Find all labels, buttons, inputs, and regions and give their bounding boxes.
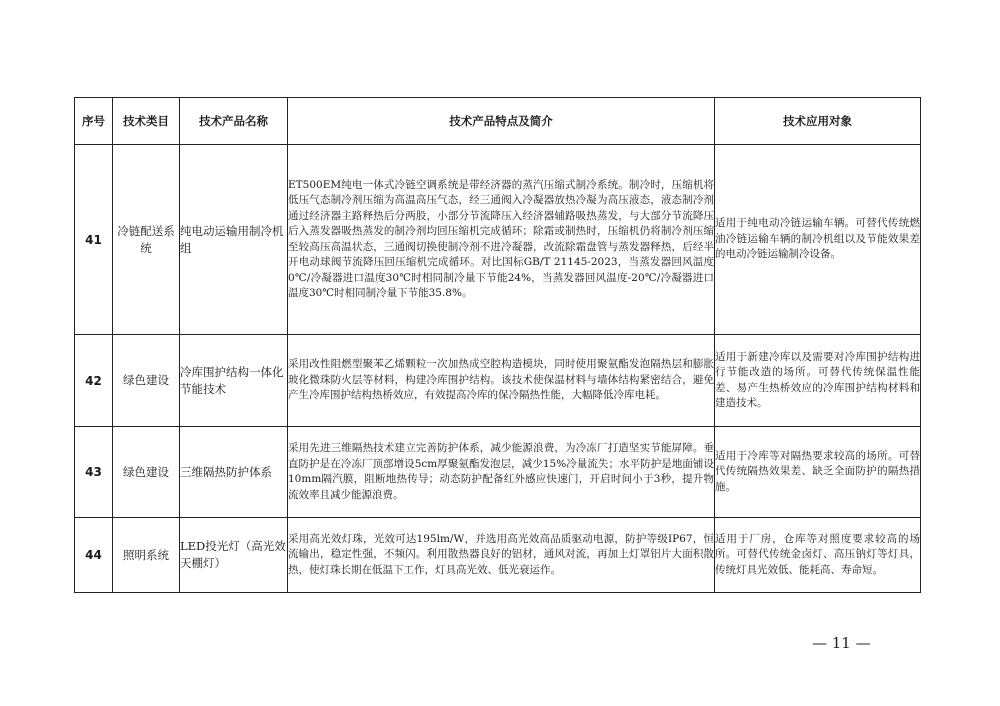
row-seq: 42 [75,335,113,427]
table-row [75,145,921,335]
row-target: 适用于新建冷库以及需要对冷库围护结构进行节能改造的场所。可替代传统保温性能差、易产生热桥效应的冷库围护结构材料和建造技术。 [715,335,921,427]
row-target: 适用于纯电动冷链运输车辆。可替代传统燃油冷链运输车辆的制冷机组以及节能效果差的电动冷链运输制冷设备。 [715,145,921,335]
row-product: 冷库围护结构一体化节能技术 [180,335,288,427]
row-features: 采用改性阻燃型聚苯乙烯颗粒一次加热成空腔构造模块，同时使用聚氨酯发泡隔热层和膨胀玻化微珠防火层等材料，构建冷库围护结构。该技术使保温材料与墙体结构紧密结合，避免产生冷库围护结构热桥效应，有效提高冷库的保冷隔热性能，大幅降低冷库电耗。 [288,335,715,427]
header-target: 技术应用对象 [715,98,921,145]
table-row [75,427,921,518]
row-product: 三维隔热防护体系 [180,427,288,518]
table-row [75,335,921,427]
row-category: 照明系统 [113,518,180,593]
row-features: 采用高光效灯珠，光效可达195lm/W，并选用高光效高品质驱动电源，防护等级IP67，恒流输出，稳定性强，不频闪。利用散热器良好的铝材，通风对流，再加上灯罩铝片大面积散热，使灯珠长期在低温下工作，灯具高光效、低光衰运作。 [288,518,715,593]
technology-table [74,97,921,593]
row-features: ET500EM纯电一体式冷链空调系统是带经济器的蒸汽压缩式制冷系统。制冷时，压缩机将低压气态制冷剂压缩为高温高压气态，经三通阀入冷凝器放热冷凝为高压液态，液态制冷剂通过经济器主路释热后分两股，小部分节流降压入经济器辅路吸热蒸发，与大部分节流降压后入蒸发器吸热蒸发的制冷剂均回压缩机完成循环；除霜或制热时，压缩机仍将制冷剂压缩至较高压高温状态，三通阀切换使制冷剂不进冷凝器，改流除霜盘管与蒸发器释热，后经半开电动球阀节流降压回压缩机完成循环。对比国标GB/T 21145-2023，当蒸发器回风温度0℃/冷凝器进口温度30℃时相同制冷量下节能24%，当蒸发器回风温度-20℃/冷凝器进口温度30℃时相同制冷量下节能35.8%。 [288,145,715,335]
row-seq: 43 [75,427,113,518]
row-target: 适用于厂房，仓库等对照度要求较高的场所。可替代传统金卤灯、高压钠灯等灯具，传统灯具光效低、能耗高、寿命短。 [715,518,921,593]
header-seq: 序号 [75,98,113,145]
table-row [75,518,921,593]
row-features: 采用先进三维隔热技术建立完善防护体系，减少能源浪费，为冷冻厂打造坚实节能屏障。垂直防护是在冷冻厂顶部增设5cm厚聚氨酯发泡层，减少15%冷量流失；水平防护是地面铺设10mm隔汽膜，阻断地热传导；动态防护配备红外感应快速门，开启时间小于3秒，提升物流效率且减少能源浪费。 [288,427,715,518]
row-category: 绿色建设 [113,427,180,518]
header-product: 技术产品名称 [180,98,288,145]
header-features: 技术产品特点及简介 [288,98,715,145]
page-number: — 11 — [812,634,871,652]
row-category: 绿色建设 [113,335,180,427]
table-header-row [75,98,921,145]
header-category: 技术类目 [113,98,180,145]
row-product: LED投光灯（高光效天棚灯） [180,518,288,593]
row-seq: 41 [75,145,113,335]
row-category: 冷链配送系统 [113,145,180,335]
row-target: 适用于冷库等对隔热要求较高的场所。可替代传统隔热效果差、缺乏全面防护的隔热措施。 [715,427,921,518]
row-product: 纯电动运输用制冷机组 [180,145,288,335]
row-seq: 44 [75,518,113,593]
